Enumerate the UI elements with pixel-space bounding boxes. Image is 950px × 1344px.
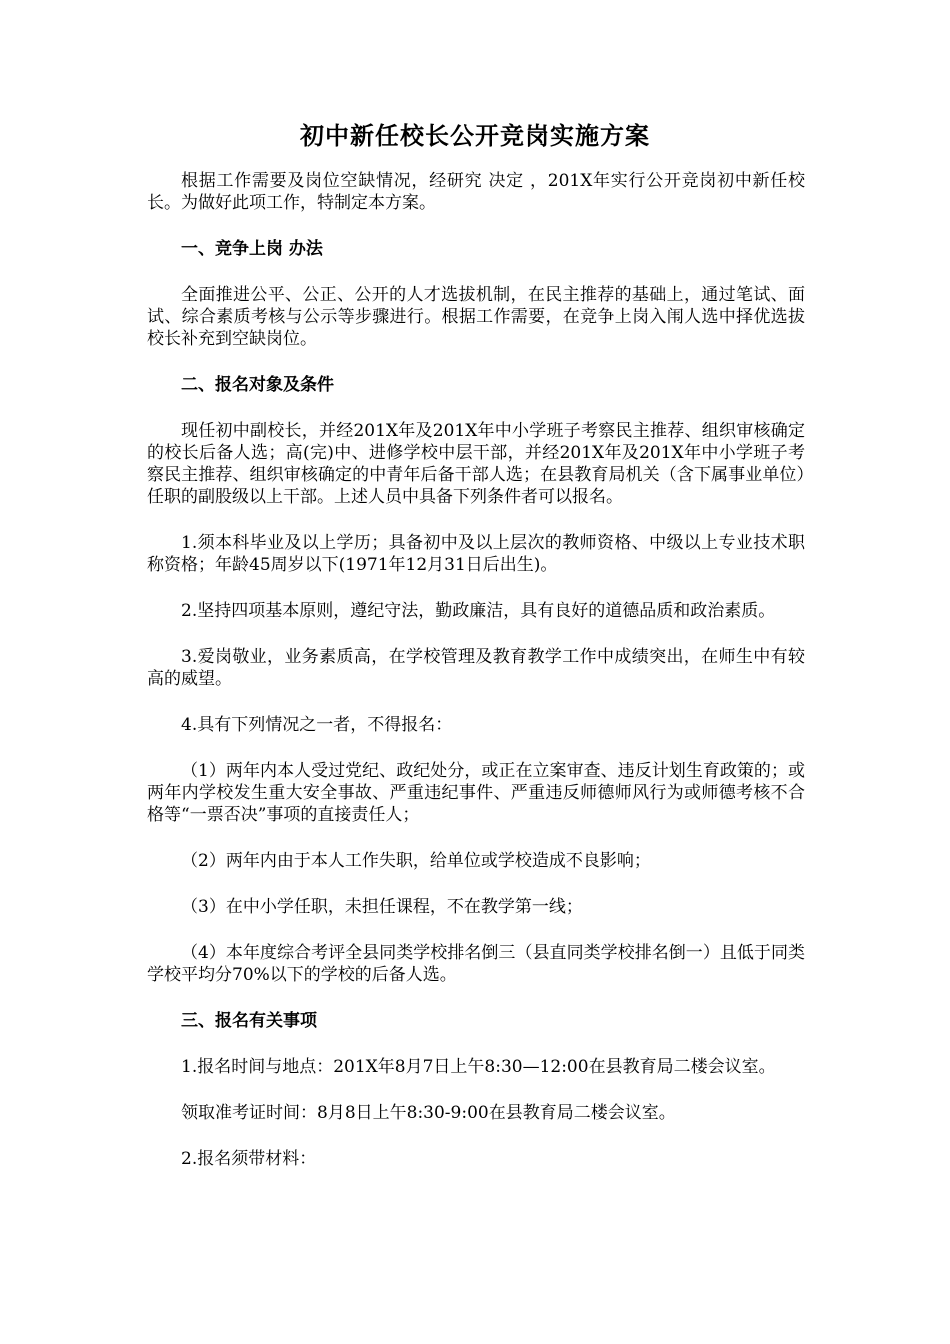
admission-ticket-time: 领取准考证时间：8月8日上午8:30-9:00在县教育局二楼会议室。 [181,1103,676,1123]
condition-2: 2.坚持四项基本原则，遵纪守法，勤政廉洁，具有良好的道德品质和政治素质。 [181,601,776,621]
section-2-paragraph: 现任初中副校长，并经201X年及201X年中小学班子考察民主推荐、组织审核确定的校长后备人选；高(完)中、进修学校中层干部，并经201X年及201X年中小学班子考察民主推荐、组织审核确定的中青年后备干部人选；在县教育局机关（含下属事业单位）任职的副股级以上干部。上述人员中具备下列条件者可以报名。 [147,421,805,507]
exclusion-2: （2）两年内由于本人工作失职，给单位或学校造成不良影响； [181,851,651,871]
condition-1: 1.须本科毕业及以上学历；具备初中及以上层次的教师资格、中级以上专业技术职称资格；年龄45周岁以下(1971年12月31日后出生)。 [147,533,805,575]
exclusion-1: （1）两年内本人受过党纪、政纪处分，或正在立案审查、违反计划生育政策的；或两年内学校发生重大安全事故、严重违纪事件、严重违反师德师风行为或师德考核不合格等“一票否决”事项的直接责任人； [147,761,805,825]
document-body [147,170,805,1194]
section-1-paragraph: 全面推进公平、公正、公开的人才选拔机制，在民主推荐的基础上，通过笔试、面试、综合素质考核与公示等步骤进行。根据工作需要，在竞争上岗入闱人选中择优选拔校长补充到空缺岗位。 [147,285,805,349]
required-materials: 2.报名须带材料： [181,1149,317,1169]
condition-3: 3.爱岗敬业，业务素质高，在学校管理及教育教学工作中成绩突出，在师生中有较高的威望。 [147,647,805,689]
exclusion-4: （4）本年度综合考评全县同类学校排名倒三（县直同类学校排名倒一）且低于同类学校平均分70%以下的学校的后备人选。 [147,943,805,985]
exclusion-3: （3）在中小学任职，未担任课程，不在教学第一线； [181,897,583,917]
registration-time: 1.报名时间与地点：201X年8月7日上午8:30—12:00在县教育局二楼会议室。 [181,1057,776,1077]
document-title: 初中新任校长公开竞岗实施方案 [300,121,650,150]
section-2-heading: 二、报名对象及条件 [181,375,334,395]
section-1-heading: 一、竞争上岗 办法 [181,239,323,259]
section-3-heading: 三、报名有关事项 [181,1011,317,1031]
condition-4: 4.具有下列情况之一者，不得报名： [181,715,453,735]
intro-paragraph: 根据工作需要及岗位空缺情况，经研究 决定 ，201X年实行公开竞岗初中新任校长。为做好此项工作，特制定本方案。 [147,171,805,213]
